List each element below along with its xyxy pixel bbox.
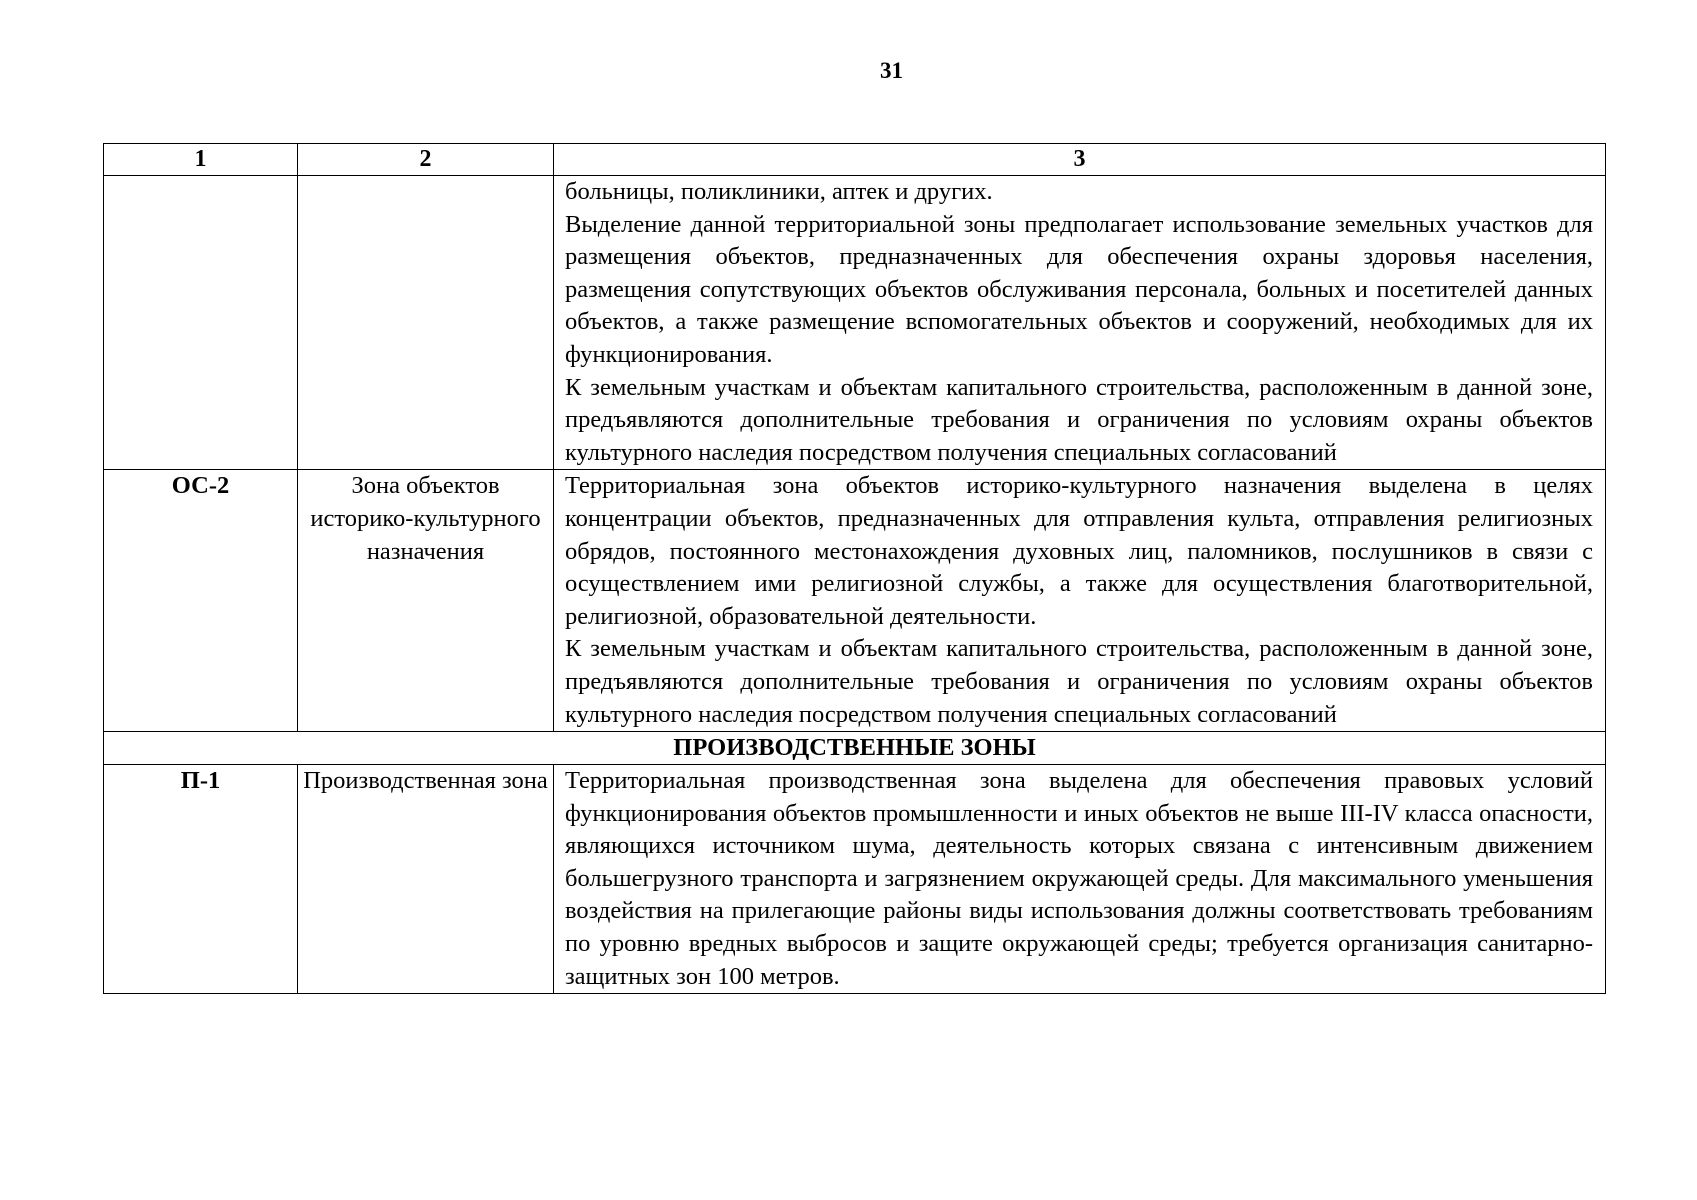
zones-table	[103, 143, 1606, 994]
column-header-2: 2	[298, 144, 554, 176]
table-row	[104, 176, 1606, 470]
description-paragraph: больницы, поликлиники, аптек и других.	[565, 178, 993, 205]
table-row	[104, 470, 1606, 732]
zone-description-cell	[554, 176, 1606, 470]
zone-code-cell	[104, 176, 298, 470]
description-paragraph: Выделение данной территориальной зоны предполагает использование земельных участков для размещения объектов, предназначенных для обеспечения охраны здоровья населения, размещения сопутствующих объектов обслуживания персонала, больных и посетителей данных объектов, а также размещение вспомогательных объектов и сооружений, необходимых для их функционирования.	[565, 210, 1593, 368]
zone-code-cell: П-1	[104, 765, 298, 994]
table-header-row	[104, 144, 1606, 176]
description-paragraph: К земельным участкам и объектам капитального строительства, расположенным в данной зоне, предъявляются дополнительные требования и ограничения по условиям охраны объектов культурного наследия посредством получения специальных согласований	[565, 635, 1593, 728]
table-row	[104, 765, 1606, 994]
zone-name-cell: Производственная зона	[298, 765, 554, 994]
page-number: 31	[880, 58, 903, 83]
section-heading-row	[104, 732, 1606, 765]
column-header-3: 3	[554, 144, 1606, 176]
section-heading: ПРОИЗВОДСТВЕННЫЕ ЗОНЫ	[104, 732, 1606, 765]
zone-code-cell: ОС-2	[104, 470, 298, 732]
zone-name-cell: Зона объектов историко-культурного назначения	[298, 470, 554, 732]
description-paragraph: Территориальная зона объектов историко-культурного назначения выделена в целях концентрации объектов, предназначенных для отправления культа, отправления религиозных обрядов, постоянного местонахождения духовных лиц, паломников, послушников в связи с осуществлением ими религиозной службы, а также для осуществления благотворительной, религиозной, образовательной деятельности.	[565, 472, 1593, 630]
zone-description-cell	[554, 470, 1606, 732]
description-paragraph: К земельным участкам и объектам капитального строительства, расположенным в данной зоне, предъявляются дополнительные требования и ограничения по условиям охраны объектов культурного наследия посредством получения специальных согласований	[565, 373, 1593, 466]
zone-name-cell	[298, 176, 554, 470]
description-paragraph: Территориальная производственная зона выделена для обеспечения правовых условий функционирования объектов промышленности и иных объектов не выше III-IV класса опасности, являющихся источником шума, деятельность которых связана с интенсивным движением большегрузного транспорта и загрязнением окружающей среды. Для максимального уменьшения воздействия на прилегающие районы виды использования должны соответствовать требованиям по уровню вредных выбросов и защите окружающей среды; требуется организация санитарно-защитных зон 100 метров.	[565, 767, 1593, 990]
column-header-1: 1	[104, 144, 298, 176]
zone-description-cell	[554, 765, 1606, 994]
